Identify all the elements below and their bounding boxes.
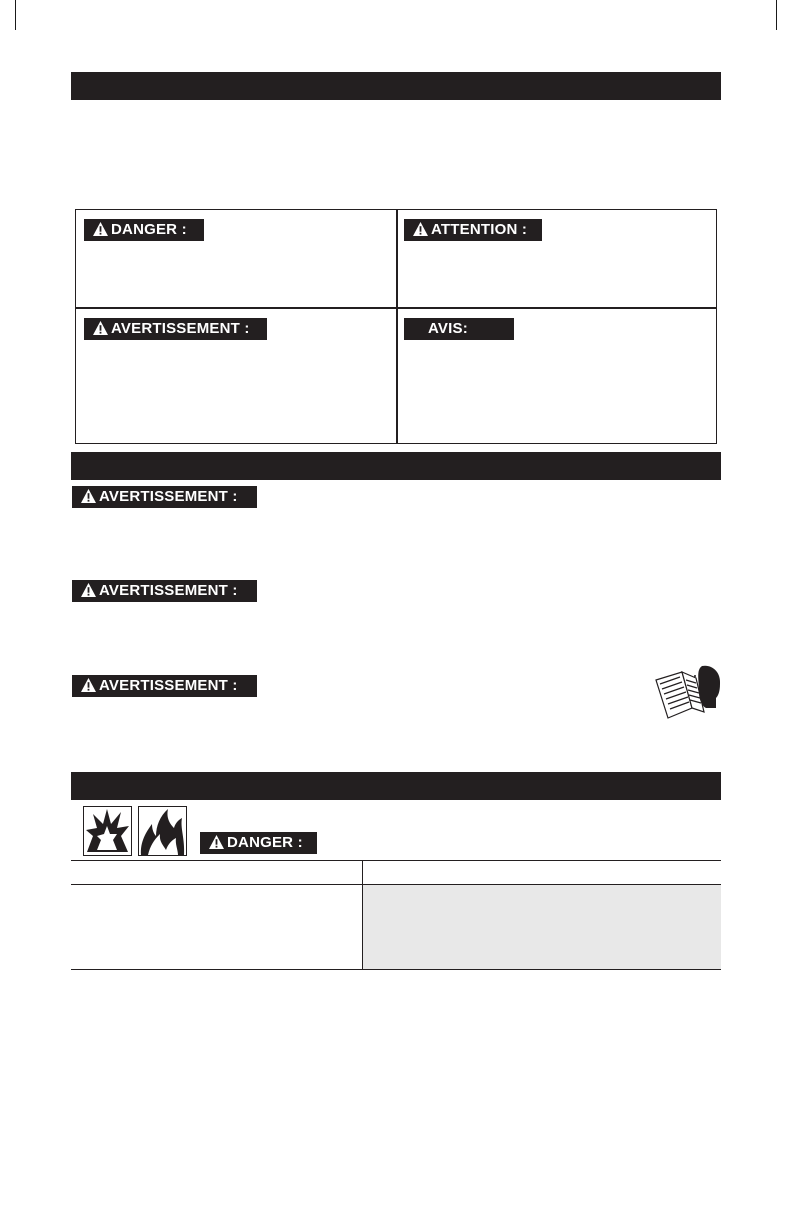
warning-badge-1 [72,486,257,508]
warning-triangle-icon [209,835,224,849]
notice-label: AVIS: [428,320,468,337]
warning-triangle-icon [81,489,96,503]
hazard-table-bottom-rule [71,969,721,970]
warning-triangle-icon [81,583,96,597]
warning-triangle-icon [81,678,96,692]
crop-mark-top-left [15,0,16,30]
warning-1-label: AVERTISSEMENT : [99,488,238,505]
caution-badge [404,219,542,241]
warning-3-label: AVERTISSEMENT : [99,677,238,694]
hazard-danger-badge [200,832,317,854]
table-divider-vertical [396,210,398,443]
warning-badge-3 [72,675,257,697]
section-header-bar-hazards [71,772,721,800]
warning-2-label: AVERTISSEMENT : [99,582,238,599]
notice-badge [404,318,514,340]
warning-label: AVERTISSEMENT : [111,320,250,337]
hazard-table-top-rule [71,860,721,861]
explosion-icon [83,806,132,856]
read-manual-icon [652,662,722,722]
fire-icon [138,806,187,856]
danger-label: DANGER : [111,221,187,238]
warning-badge-2 [72,580,257,602]
hazard-table-column-divider [362,860,363,970]
hazard-danger-label: DANGER : [227,834,303,851]
hazard-table-shaded-cell [363,885,721,969]
warning-badge-definition [84,318,267,340]
caution-label: ATTENTION : [431,221,528,238]
warning-triangle-icon [413,222,428,236]
table-divider-horizontal [76,307,716,309]
crop-mark-top-right [776,0,777,30]
section-header-bar-definitions [71,72,721,100]
warning-triangle-icon [93,222,108,236]
section-header-bar-safety [71,452,721,480]
warning-triangle-icon [93,321,108,335]
danger-badge [84,219,204,241]
